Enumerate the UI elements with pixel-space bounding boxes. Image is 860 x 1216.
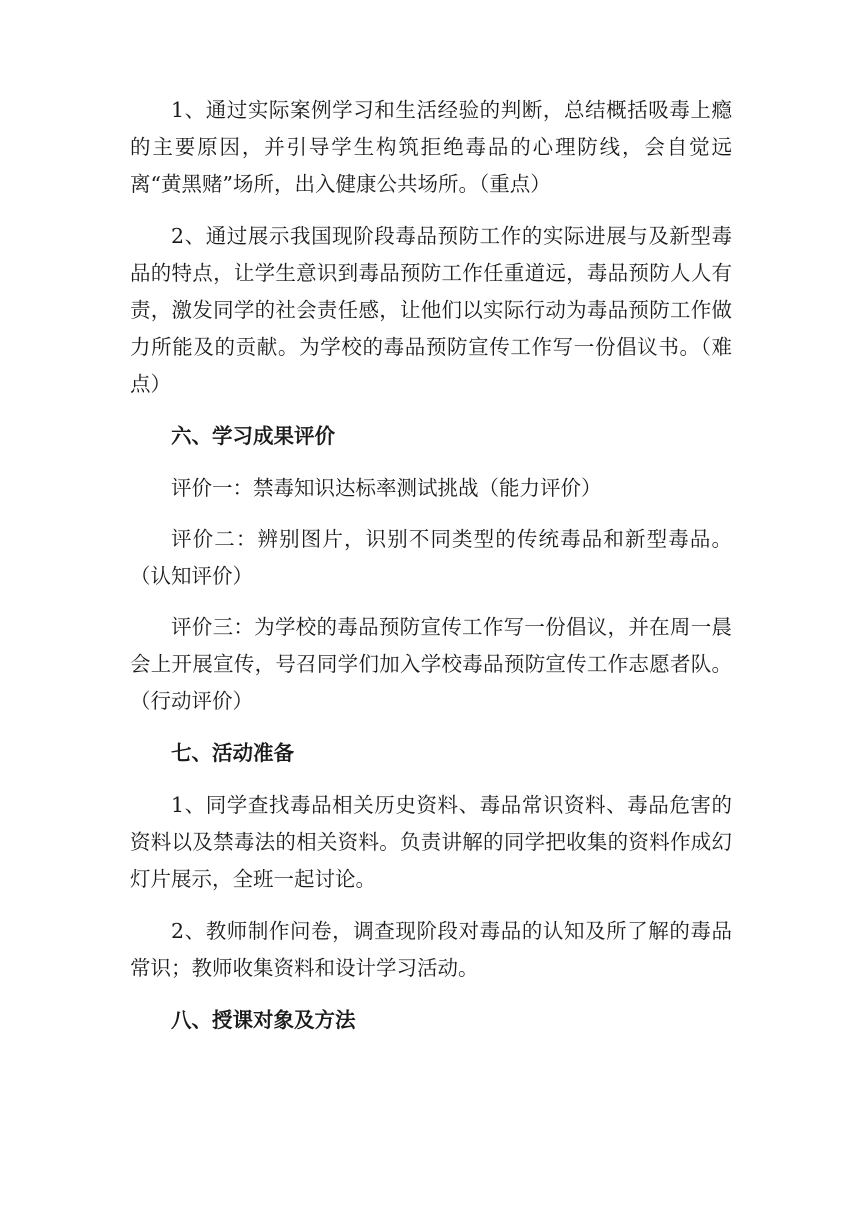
- paragraph-prep-2: 2、教师制作问卷，调查现阶段对毒品的认知及所了解的毒品常识；教师收集资料和设计学习活动。: [130, 919, 732, 980]
- section-heading-8: 八、授课对象及方法: [171, 1008, 356, 1032]
- section-heading-7: 七、活动准备: [171, 741, 294, 765]
- paragraph-goal-1: 1、通过实际案例学习和生活经验的判断，总结概括吸毒上瘾的主要原因，并引导学生构筑拒绝毒品的心理防线，会自觉远离“黄黑赌”场所，出入健康公共场所。（重点）: [130, 98, 732, 196]
- paragraph-goal-2: 2、通过展示我国现阶段毒品预防工作的实际进展与及新型毒品的特点，让学生意识到毒品预防工作任重道远，毒品预防人人有责，激发同学的社会责任感，让他们以实际行动为毒品预防工作做力所能及的贡献。为学校的毒品预防宣传工作写一份倡议书。（难点）: [130, 224, 732, 396]
- paragraph-evaluation-3: 评价三：为学校的毒品预防宣传工作写一份倡议，并在周一晨会上开展宣传，号召同学们加入学校毒品预防宣传工作志愿者队。（行动评价）: [130, 615, 732, 713]
- document-page: [130, 92, 732, 1054]
- paragraph-evaluation-2: 评价二：辨别图片，识别不同类型的传统毒品和新型毒品。（认知评价）: [130, 527, 732, 588]
- paragraph-evaluation-1: 评价一：禁毒知识达标率测试挑战（能力评价）: [171, 476, 602, 500]
- paragraph-prep-1: 1、同学查找毒品相关历史资料、毒品常识资料、毒品危害的资料以及禁毒法的相关资料。负责讲解的同学把收集的资料作成幻灯片展示，全班一起讨论。: [130, 793, 732, 891]
- section-heading-6: 六、学习成果评价: [171, 424, 335, 448]
